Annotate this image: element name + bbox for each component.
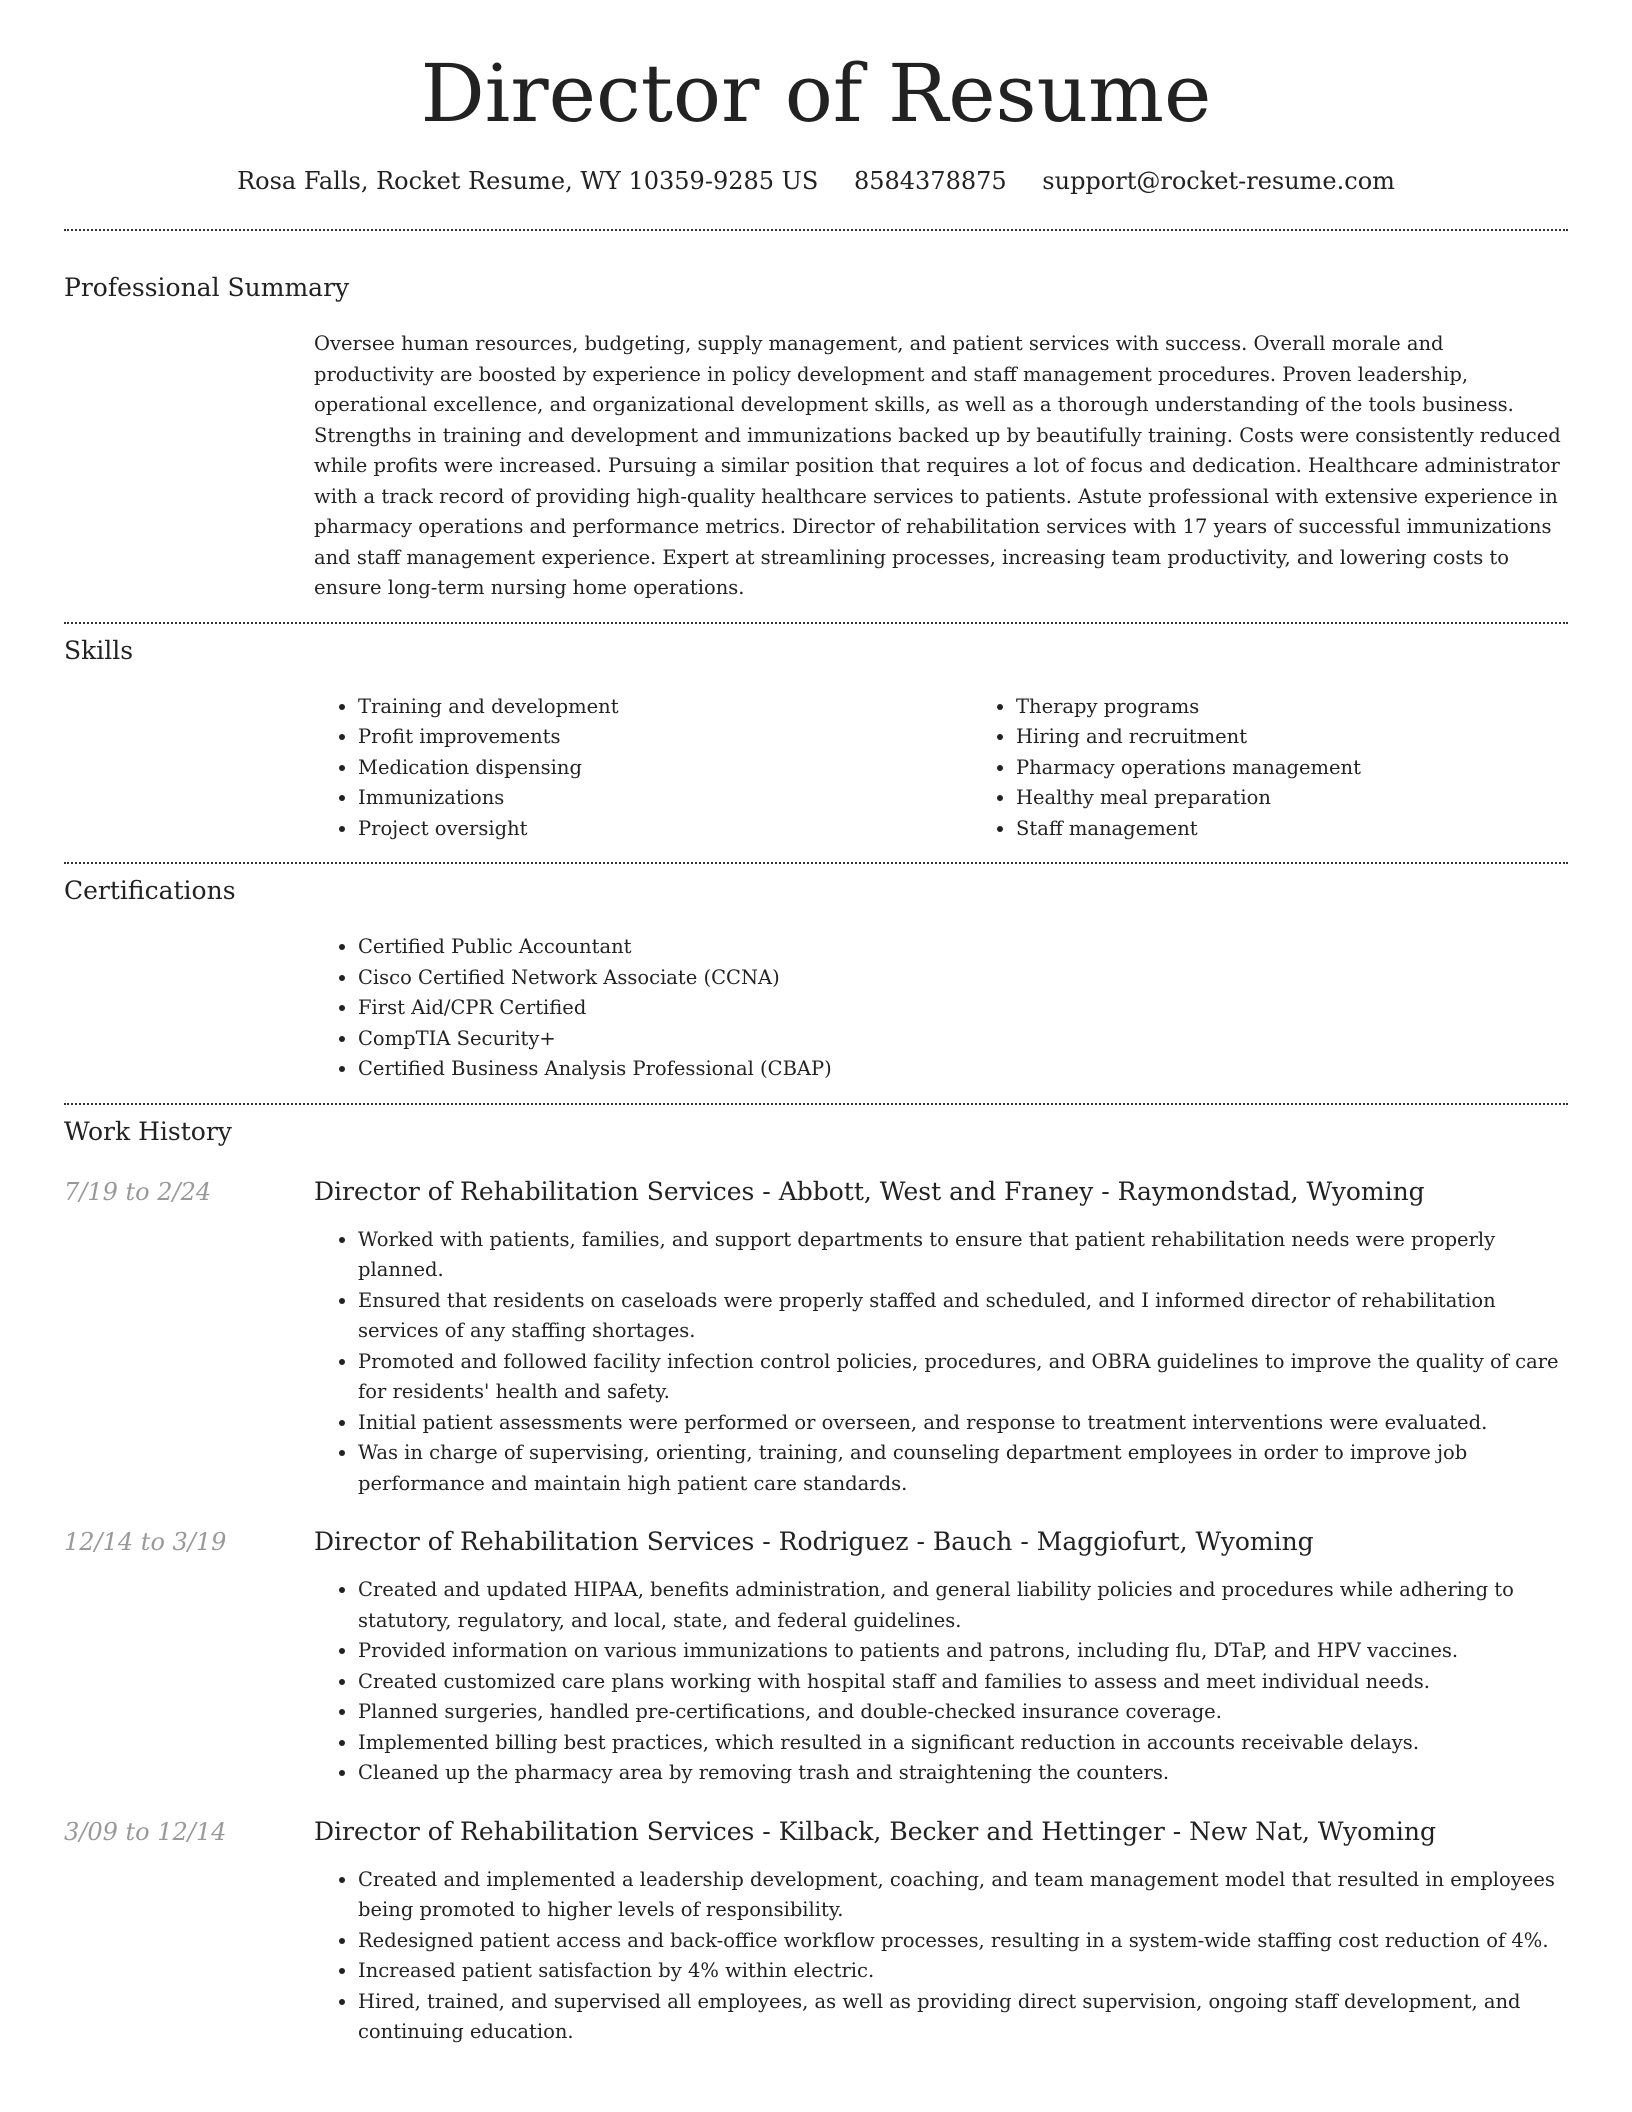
skill-item: • Project oversight	[358, 814, 972, 845]
certification-item: • First Aid/CPR Certified	[358, 993, 1568, 1024]
work-history-section	[64, 1105, 1568, 2048]
job-bullet: • Redesigned patient access and back-office workflow processes, resulting in a system-wide staffing cost reduction of 4%.	[358, 1926, 1568, 1957]
certifications-content	[314, 932, 1568, 1085]
job-bullet: • Hired, trained, and supervised all employees, as well as providing direct supervision, ongoing staff development, and continuing education.	[358, 1987, 1568, 2048]
job-bullet: • Worked with patients, families, and support departments to ensure that patient rehabilitation needs were properly planned.	[358, 1225, 1568, 1286]
job-dates: 12/14 to 3/19	[64, 1528, 227, 1557]
job-entry	[64, 1817, 1568, 2048]
job-bullet: • Initial patient assessments were performed or overseen, and response to treatment interventions were evaluated.	[358, 1408, 1568, 1439]
job-bullet: • Was in charge of supervising, orienting, training, and counseling department employees in order to improve job performance and maintain high patient care standards.	[358, 1438, 1568, 1499]
job-bullets	[314, 1575, 1568, 1789]
job-bullet: • Increased patient satisfaction by 4% within electric.	[358, 1956, 1568, 1987]
certifications-heading: Certifications	[64, 876, 236, 906]
contact-email: support@rocket-resume.com	[1042, 167, 1395, 195]
contact-address: Rosa Falls, Rocket Resume, WY 10359-9285 US	[237, 167, 819, 195]
skills-columns	[314, 692, 1568, 845]
skill-item: • Training and development	[358, 692, 972, 723]
job-entry	[64, 1527, 1568, 1789]
skill-item: • Therapy programs	[1016, 692, 1630, 723]
certifications-list	[314, 932, 1568, 1085]
job-bullet: • Created customized care plans working with hospital staff and families to assess and meet individual needs.	[358, 1667, 1568, 1698]
job-entry	[64, 1177, 1568, 1500]
job-body	[314, 1177, 1568, 1500]
certification-item: • Certified Business Analysis Professional (CBAP)	[358, 1054, 1568, 1085]
skills-left-list	[314, 692, 972, 845]
job-title: Director of Rehabilitation Services - Kilback, Becker and Hettinger - New Nat, Wyoming	[314, 1816, 1437, 1846]
candidate-name: Director of Resume	[420, 47, 1212, 140]
certification-item: • CompTIA Security+	[358, 1024, 1568, 1055]
skill-item: • Profit improvements	[358, 722, 972, 753]
job-bullet: • Planned surgeries, handled pre-certifications, and double-checked insurance coverage.	[358, 1697, 1568, 1728]
job-bullet: • Implemented billing best practices, which resulted in a significant reduction in accounts receivable delays.	[358, 1728, 1568, 1759]
summary-heading: Professional Summary	[64, 273, 350, 303]
job-body	[314, 1817, 1568, 2048]
summary-content	[314, 329, 1568, 604]
job-body	[314, 1527, 1568, 1789]
contact-line	[64, 166, 1568, 197]
contact-phone: 8584378875	[853, 167, 1007, 195]
skill-item: • Healthy meal preparation	[1016, 783, 1630, 814]
resume-header	[64, 0, 1568, 197]
job-bullets	[314, 1865, 1568, 2048]
summary-text: Oversee human resources, budgeting, supply management, and patient services with success. Overall morale and productivity are boosted by experience in policy development and staff management procedures. Proven leadership, operational excellence, and organizational development skills, as well as a thorough understanding of the tools business. Strengths in training and development and immunizations backed up by beautifully training. Costs were consistently reduced while profits were increased. Pursuing a similar position that requires a lot of focus and dedication. Healthcare administrator with a track record of providing high-quality healthcare services to patients. Astute professional with extensive experience in pharmacy operations and performance metrics. Director of rehabilitation services with 17 years of successful immunizations and staff management experience. Expert at streamlining processes, increasing team productivity, and lowering costs to ensure long-term nursing home operations.	[314, 332, 1561, 600]
certification-item: • Cisco Certified Network Associate (CCNA)	[358, 963, 1568, 994]
skill-item: • Medication dispensing	[358, 753, 972, 784]
skill-item: • Hiring and recruitment	[1016, 722, 1630, 753]
job-title: Director of Rehabilitation Services - Abbott, West and Franey - Raymondstad, Wyoming	[314, 1176, 1425, 1206]
job-bullets	[314, 1225, 1568, 1500]
summary-section	[64, 231, 1568, 604]
job-bullet: • Created and updated HIPAA, benefits administration, and general liability policies and procedures while adhering to statutory, regulatory, and local, state, and federal guidelines.	[358, 1575, 1568, 1636]
skill-item: • Immunizations	[358, 783, 972, 814]
work-history-heading: Work History	[64, 1116, 232, 1146]
job-bullet: • Ensured that residents on caseloads were properly staffed and scheduled, and I informed director of rehabilitation services of any staffing shortages.	[358, 1286, 1568, 1347]
job-title: Director of Rehabilitation Services - Rodriguez - Bauch - Maggiofurt, Wyoming	[314, 1527, 1314, 1557]
skill-item: • Pharmacy operations management	[1016, 753, 1630, 784]
job-dates: 7/19 to 2/24	[64, 1177, 212, 1206]
job-bullet: • Cleaned up the pharmacy area by removing trash and straightening the counters.	[358, 1758, 1568, 1789]
skills-section	[64, 624, 1568, 845]
skill-item: • Staff management	[1016, 814, 1630, 845]
job-bullet: • Provided information on various immunizations to patients and patrons, including flu, DTaP, and HPV vaccines.	[358, 1636, 1568, 1667]
job-bullet: • Created and implemented a leadership development, coaching, and team management model that resulted in employees being promoted to higher levels of responsibility.	[358, 1865, 1568, 1926]
skills-content	[314, 692, 1568, 845]
job-dates: 3/09 to 12/14	[64, 1817, 227, 1846]
certifications-section	[64, 864, 1568, 1085]
skills-heading: Skills	[64, 635, 134, 665]
certification-item: • Certified Public Accountant	[358, 932, 1568, 963]
skills-right-list	[972, 692, 1630, 845]
job-bullet: • Promoted and followed facility infection control policies, procedures, and OBRA guidelines to improve the quality of care for residents' health and safety.	[358, 1347, 1568, 1408]
